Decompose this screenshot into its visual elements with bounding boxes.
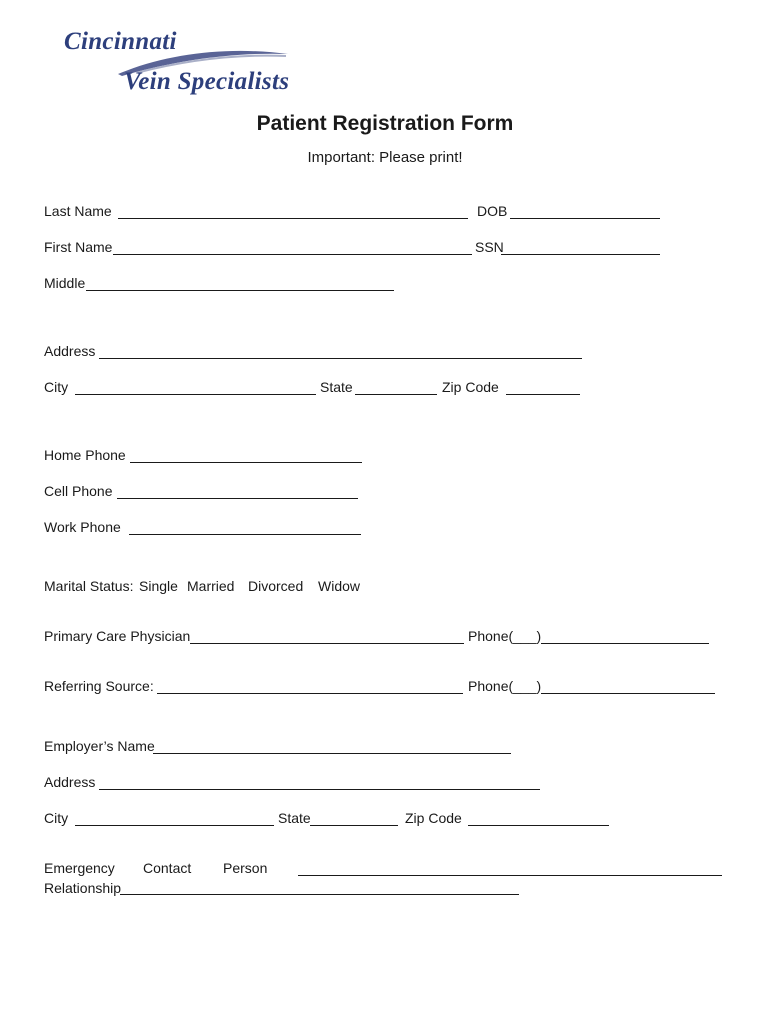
first-name-label: First Name: [44, 239, 113, 255]
primary-care-physician-field[interactable]: [190, 643, 464, 644]
referring-phone-field[interactable]: [541, 693, 715, 694]
marital-option-married[interactable]: Married: [187, 578, 235, 594]
employer-city-field[interactable]: [75, 825, 274, 826]
employer-state-label: State: [278, 810, 311, 826]
relationship-label: Relationship: [44, 880, 122, 896]
form-subtitle: Important: Please print!: [307, 149, 463, 166]
person-word-label: Person: [223, 860, 268, 876]
zip-code-field[interactable]: [506, 394, 580, 395]
employer-zip-field[interactable]: [468, 825, 609, 826]
company-logo: [56, 28, 326, 108]
cell-phone-label: Cell Phone: [44, 483, 113, 499]
physician-phone-field[interactable]: [541, 643, 709, 644]
marital-option-divorced[interactable]: Divorced: [248, 578, 304, 594]
home-phone-label: Home Phone: [44, 447, 126, 463]
address-label: Address: [44, 343, 96, 359]
middle-label: Middle: [44, 275, 86, 291]
marital-status-label: Marital Status:: [44, 578, 134, 594]
middle-field[interactable]: [86, 290, 394, 291]
referring-phone-label: Phone(___): [468, 678, 542, 694]
employer-address-label: Address: [44, 774, 96, 790]
marital-option-single[interactable]: Single: [139, 578, 178, 594]
employer-name-label: Employer’s Name: [44, 738, 155, 754]
work-phone-field[interactable]: [129, 534, 361, 535]
referring-source-field[interactable]: [157, 693, 463, 694]
dob-label: DOB: [477, 203, 508, 219]
ssn-label: SSN: [475, 239, 504, 255]
contact-word-label: Contact: [143, 860, 192, 876]
cell-phone-field[interactable]: [117, 498, 358, 499]
employer-name-field[interactable]: [153, 753, 511, 754]
logo-line-cincinnati: Cincinnati: [64, 28, 177, 55]
emergency-word-label: Emergency: [44, 860, 115, 876]
marital-option-widow[interactable]: Widow: [318, 578, 361, 594]
relationship-field[interactable]: [120, 894, 519, 895]
state-field[interactable]: [355, 394, 437, 395]
city-field[interactable]: [75, 394, 316, 395]
last-name-field[interactable]: [118, 218, 468, 219]
zip-code-label: Zip Code: [442, 379, 499, 395]
first-name-field[interactable]: [113, 254, 472, 255]
address-field[interactable]: [99, 358, 582, 359]
employer-address-field[interactable]: [99, 789, 540, 790]
city-label: City: [44, 379, 69, 395]
emergency-contact-field[interactable]: [298, 875, 722, 876]
last-name-label: Last Name: [44, 203, 112, 219]
logo-line-vein-specialists: Vein Specialists: [124, 68, 290, 95]
referring-source-label: Referring Source:: [44, 678, 154, 694]
employer-zip-label: Zip Code: [405, 810, 462, 826]
physician-phone-label: Phone(___): [468, 628, 542, 644]
state-label: State: [320, 379, 353, 395]
primary-care-physician-label: Primary Care Physician: [44, 628, 191, 644]
home-phone-field[interactable]: [130, 462, 362, 463]
dob-field[interactable]: [510, 218, 660, 219]
ssn-field[interactable]: [501, 254, 660, 255]
work-phone-label: Work Phone: [44, 519, 121, 535]
employer-city-label: City: [44, 810, 69, 826]
employer-state-field[interactable]: [310, 825, 398, 826]
form-title: Patient Registration Form: [256, 112, 514, 135]
